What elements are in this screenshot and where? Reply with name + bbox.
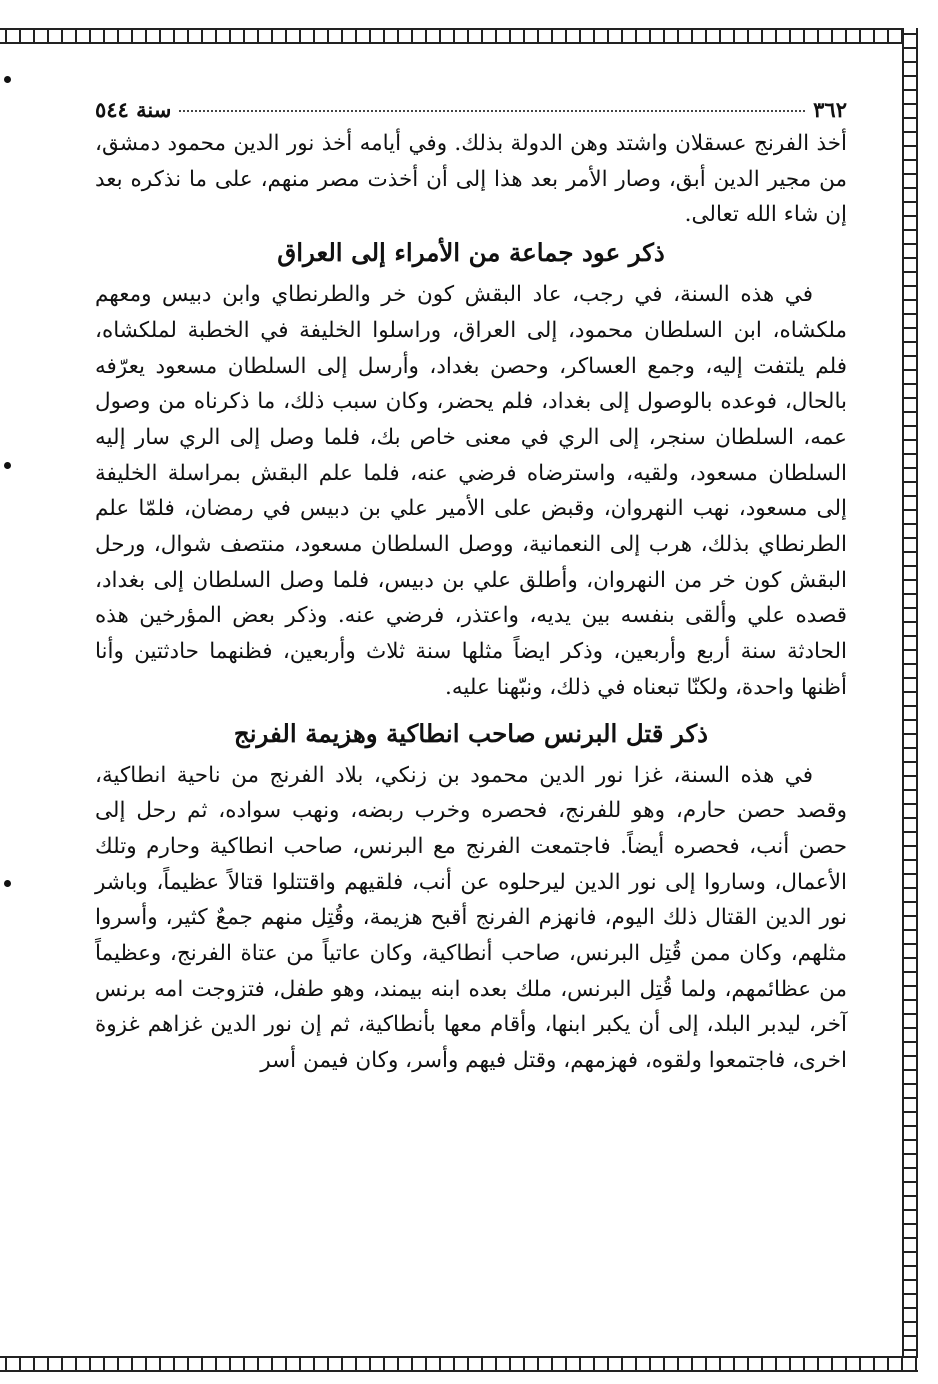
- header-dotted-rule: [179, 110, 805, 112]
- running-header: [95, 92, 847, 126]
- margin-mark: [4, 76, 11, 83]
- margin-mark: [4, 880, 11, 887]
- decorative-border-bottom: [0, 1356, 918, 1372]
- margin-mark: [4, 462, 11, 469]
- section-heading-emirs-return: ذكر عود جماعة من الأمراء إلى العراق: [277, 238, 665, 268]
- paragraph-continuation: أخذ الفرنج عسقلان واشتد وهن الدولة بذلك. وفي أيامه أخذ نور الدين محمود دمشق، من مجير الدين أبق، وصار الأمر بعد هذا إلى أن أخذت مصر منهم، على ما نذكره بعد إن شاء الله تعالى.: [95, 131, 847, 228]
- paragraph-emirs-return: في هذه السنة، في رجب، عاد البقش كون خر والطرنطاي وابن دبيس ومعهم ملكشاه، ابن السلطان محمود، إلى العراق، وراسلوا الخليفة في الخطبة لملكشاه، فلم يلتفت إليه، وجمع العساكر، وحصن بغداد، وأرسل إلى السلطان مسعود يعرّفه بالحال، فوعده بالوصول إلى بغداد، فلم يحضر، وكان سبب ذلك، ما ذكرناه من وصول عمه، السلطان سنجر، إلى الري في معنى خاص بك، فلما وصل إلى الري سار إليه السلطان مسعود، ولقيه، واسترضاه فرضي عنه، فلما علم البقش بمراسلة الخليفة إلى مسعود، نهب النهروان، وقبض على الأمير علي بن دبيس في رمضان، فلمّا علم الطرنطاي بذلك، هرب إلى النعمانية، ووصل السلطان مسعود، منتصف شوال، ورحل البقش كون خر من النهروان، وأطلق علي بن دبيس، فلما وصل السلطان إلى بغداد، قصده علي وألقى بنفسه بين يديه، واعتذر، فرضي عنه. وذكر بعض المؤرخين هذه الحادثة سنة أربع وأربعين، وذكر ايضاً مثلها سنة ثلاث وأربعين، فظنهما حادثتين وأنا أظنها واحدة، ولكنّا تبعناه في ذلك، ونبّهنا عليه.: [95, 282, 847, 700]
- section-heading-prince-antioch: ذكر قتل البرنس صاحب انطاكية وهزيمة الفرنج: [233, 718, 709, 748]
- paragraph-prince-antioch: في هذه السنة، غزا نور الدين محمود بن زنكي، بلاد الفرنج من ناحية انطاكية، وقصد حصن حارم، وهو للفرنج، فحصره وخرب ربضه، ونهب سواده، ثم رحل إلى حصن أنب، فحصره أيضاً. فاجتمعت الفرنج مع البرنس، صاحب انطاكية وحارم وتلك الأعمال، وساروا إلى نور الدين ليرحلوه عن أنب، فلقيهم واقتتلوا قتالاً عظيماً، وباشر نور الدين القتال ذلك اليوم، فانهزم الفرنج أقبح هزيمة، وقُتِل منهم جمعٌ كثير، وأسروا مثلهم، وكان ممن قُتِل البرنس، صاحب أنطاكية، وكان عاتياً من عتاة الفرنج، وعظيماً من عظائمهم، ولما قُتِل البرنس، ملك بعده ابنه بيمند، وهو طفل، فتزوجت امه برنس آخر، ليدبر البلد، إلى أن يكبر ابنها، وأقام معها بأنطاكية، ثم إن نور الدين غزاهم غزوة اخرى، فاجتمعوا ولقوه، فهزمهم، وقتل فيهم وأسر، وكان فيمن أسر: [95, 762, 847, 1074]
- year-label: سنة ٥٤٤: [95, 96, 172, 122]
- decorative-border-right: [902, 28, 918, 1372]
- page-number: ٣٦٢: [813, 96, 847, 122]
- decorative-border-top: [0, 28, 918, 44]
- book-page: [95, 92, 847, 1342]
